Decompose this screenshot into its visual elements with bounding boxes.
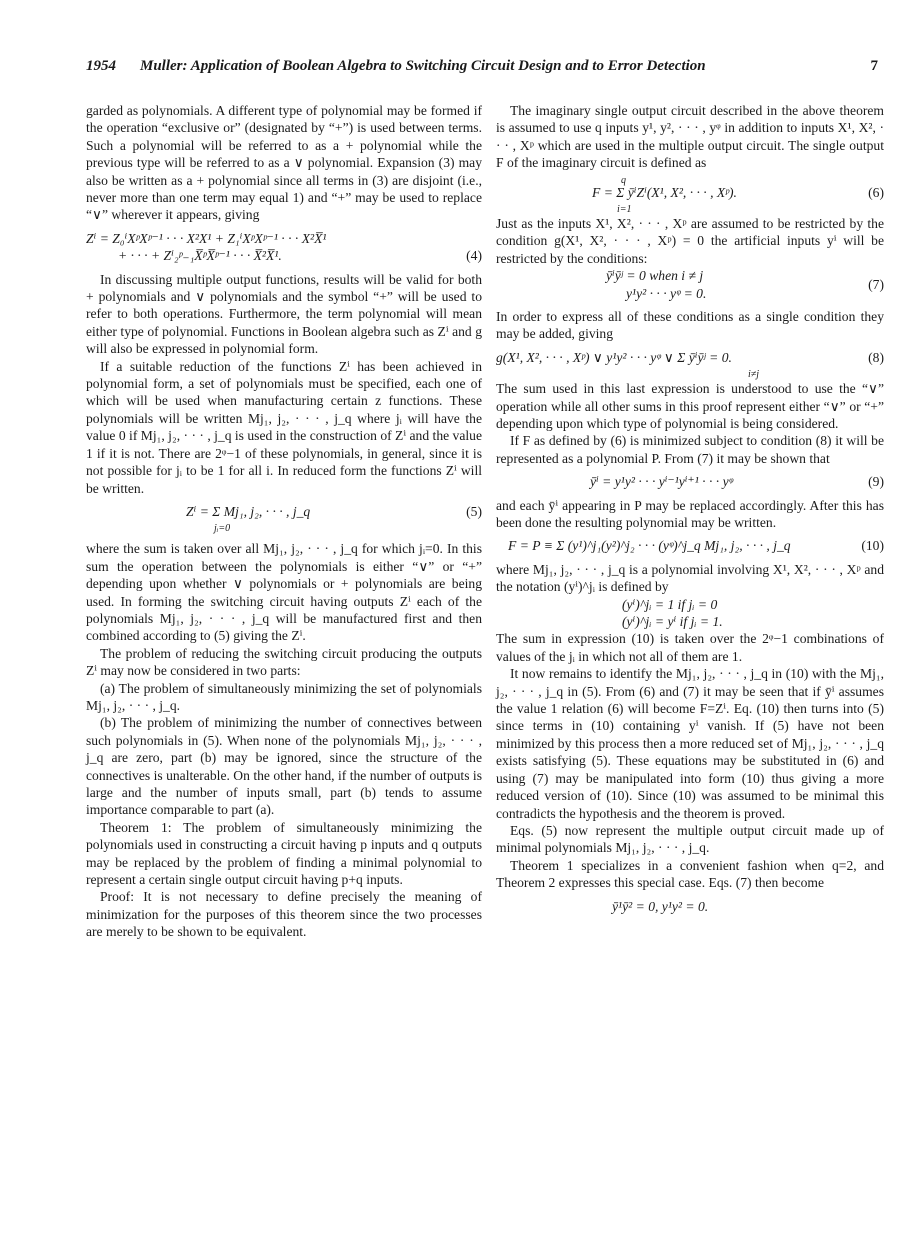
equation-11-line-2-text: (yⁱ)^jᵢ = yⁱ if jᵢ = 1. [622,614,723,630]
equation-5-subscript [86,520,482,534]
equation-12-text: ȳ¹ȳ² = 0, y¹y² = 0. [612,898,709,914]
equation-12 [496,898,884,915]
equation-8-text: g(X¹, X², · · · , Xᵖ) ∨ y¹y² · · · yᵠ ∨ Σ ȳⁱȳʲ = 0. [496,349,732,365]
equation-9 [496,473,884,490]
left-column [86,102,482,941]
equation-6 [496,184,884,201]
equation-10-text: F = P ≡ Σ (y¹)^j₁(y²)^j₂ · · · (yᵠ)^j_q Mj₁, j₂, · · · , j_q [508,538,791,554]
left-paragraph-3: If a suitable reduction of the functions Zⁱ has been achieved in polynomial form, a set of polynomials must be specified, each one of which will be used when manufacturing certain z functions. These polynomials will be written Mj₁, j₂, · · · , j_q where jᵢ will have the value 0 if Mj₁, j₂, · · · , j_q is used in the construction of Zⁱ and the value 1 if it is not. There are 2ᵠ−1 of these polynomials, in general, since it is not possible for jᵢ to be 1 for all i. In reduced form the functions Zⁱ will be written. [86,358,482,496]
left-paragraph-5: The problem of reducing the switching circuit producing the outputs Zⁱ may now be considered in two parts: [86,645,482,679]
left-paragraph-2: In discussing multiple output functions, results will be valid for both + polynomials and ∨ polynomials and the symbol “+” will be used to refer to both operations. Furthermore, the term polynomial will mean either type of polynomial. Functions in Boolean algebra such as Zⁱ and g will also be expressed in polynomial form. [86,271,482,357]
right-paragraph-11: Theorem 1 specializes in a convenient fashion when q=2, and Theorem 2 expresses this special case. Eqs. (7) then become [496,857,884,891]
equation-4-line-1 [86,230,482,247]
equation-4-line-1-text: Zⁱ = Z₀ⁱXᵖXᵖ⁻¹ · · · X²X¹ + Z₁ⁱXᵖXᵖ⁻¹ · · · X²X̅¹ [86,230,327,246]
equation-6-upper-limit [496,172,884,184]
equation-5 [86,503,482,520]
right-column [496,102,884,915]
right-paragraph-1: The imaginary single output circuit described in the above theorem is assumed to use q inputs y¹, y², · · · , yᵠ in addition to inputs X¹, X², · · · , Xᵖ which are used in the multiple output circuit. The single output F of the imaginary circuit is defined as [496,103,884,171]
left-paragraph-4: where the sum is taken over all Mj₁, j₂, · · · , j_q for which jᵢ=0. In this sum the operation between the polynomials is either “∨” or “+” depending upon whether ∨ polynomials or + polynomials are being used. In forming the switching circuit having outputs Zⁱ each of the polynomials Mj₁, j₂, · · · , j_q will be manufactured first and then combined according to (5) giving the Zⁱ. [86,541,482,644]
equation-4-number: (4) [466,248,482,264]
equation-4-line-2 [86,247,482,264]
equation-8 [496,349,884,366]
equation-6-lower-limit-text: i=1 [617,204,632,216]
equation-5-sum-index: jᵢ=0 [214,523,231,535]
equation-6-lower-limit [496,201,884,215]
equation-5-text: Zⁱ = Σ Mj₁, j₂, · · · , j_q [186,503,311,519]
journal-year: 1954 [86,58,116,74]
equation-6-upper-limit-text: q [621,174,626,186]
running-title: Muller: Application of Boolean Algebra to Switching Circuit Design and to Error Detection [140,58,706,74]
equation-6-number: (6) [868,184,884,200]
left-paragraph-1: garded as polynomials. A different type of polynomial may be formed if the operation “exclusive or” (designated by “+”) is used between terms. Such a polynomial will be referred to as a + polynomial while the previous type will be referred to as a ∨ polynomial. Expansion (3) may also be written as a + polynomial since all terms in (3) are disjoint (i.e., never more than one term may equal 1) and “+” may be used to replace “∨” wherever it appears, giving [86,103,482,223]
equation-7-number: (7) [868,276,884,292]
right-paragraph-2: Just as the inputs X¹, X², · · · , Xᵖ are assumed to be restricted by the condition g(X¹, X², · · · , Xᵖ) = 0 the artificial inputs yⁱ will be restricted by the conditions: [496,216,884,266]
page-number: 7 [870,58,878,74]
equation-7-line-1-text: ȳⁱȳʲ = 0 when i ≠ j [606,268,704,284]
right-paragraph-5: If F as defined by (6) is minimized subject to condition (8) it will be represented as a polynomial P. From (7) it may be shown that [496,433,884,466]
equation-7-line-2-text: y¹y² · · · yᵠ = 0. [626,285,707,301]
equation-11-line-1-text: (yⁱ)^jᵢ = 1 if jᵢ = 0 [622,596,718,612]
equation-8-sum-index: i≠j [748,369,760,381]
equation-8-subscript [496,366,884,380]
left-paragraph-6: (a) The problem of simultaneously minimizing the set of polynomials Mj₁, j₂, · · · , j_q. [86,680,482,713]
right-paragraph-8: The sum in expression (10) is taken over the 2ᵠ−1 combinations of values of the jᵢ in which not all of them are 1. [496,631,884,664]
equation-9-number: (9) [868,474,884,490]
right-paragraph-4: The sum used in this last expression is understood to use the “∨” operation while all other sums in this proof represent either “∨” or “+” depending upon which type of polynomial is being considered. [496,381,884,432]
right-paragraph-3: In order to express all of these conditions as a single condition they may be added, giving [496,309,884,342]
right-paragraph-7: where Mj₁, j₂, · · · , j_q is a polynomial involving X¹, X², · · · , Xᵖ and the notation (yⁱ)^jᵢ is defined by [496,561,884,595]
equation-11-line-2 [496,613,884,630]
equation-7-line-1 [496,267,884,284]
equation-10 [496,537,884,554]
equation-6-text: F = Σ ȳⁱZⁱ(X¹, X², · · · , Xᵖ). [592,184,737,200]
equation-4-line-2-text: + · · · + Zⁱ₂ᵖ₋₁X̅ᵖX̅ᵖ⁻¹ · · · X̅²X̅¹. [118,248,282,264]
running-header [86,58,878,84]
equation-9-text: ȳⁱ = y¹y² · · · yⁱ⁻¹yⁱ⁺¹ · · · yᵠ [590,474,733,490]
left-paragraph-7: (b) The problem of minimizing the number of connectives between such polynomials in (5). When none of the polynomials Mj₁, j₂, · · · , j_q are zero, part (b) may be ignored, since the structure of the connectives is unalterable. On the other hand, if the number of outputs is large and the number of inputs small, part (b) tends to assume importance comparable to part (a). [86,715,482,818]
proof-paragraph: Proof: It is not necessary to define precisely the meaning of minimization for the purposes of this theorem since the two processes are merely to be shown to be equivalent. [86,889,482,940]
equation-5-number: (5) [466,503,482,519]
right-paragraph-6: and each ȳⁱ appearing in P may be replaced accordingly. After this has been done the resulting polynomial may be written. [496,497,884,531]
right-paragraph-10: Eqs. (5) now represent the multiple output circuit made up of minimal polynomials Mj₁, j₂, · · · , j_q. [496,822,884,856]
equation-10-number: (10) [861,538,884,554]
theorem-1: Theorem 1: The problem of simultaneously minimizing the polynomials used in constructing a circuit having p inputs and q outputs may be replaced by the problem of finding a minimal polynomial to represent a certain single output circuit having p+q inputs. [86,819,482,888]
equation-8-number: (8) [868,349,884,365]
right-paragraph-9: It now remains to identify the Mj₁, j₂, · · · , j_q in (10) with the Mj₁, j₂, · · · , j_q in (5). From (6) and (7) it may be seen that if ȳⁱ assumes the value 1 relation (6) will become F=Zⁱ. Eq. (10) then turns into (5) since terms in (10) containing yⁱ vanish. If (5) have not been minimized by this process then a more reduced set of Mj₁, j₂, · · · , j_q exists satisfying (5). These equations may be substituted in (6) and using (7) may be manipulated into form (10) thus giving a more reduced version of (10). Since (10) was assumed to be minimal this contradicts the hypothesis and the theorem is proved. [496,666,884,821]
equation-11-line-1 [496,596,884,613]
